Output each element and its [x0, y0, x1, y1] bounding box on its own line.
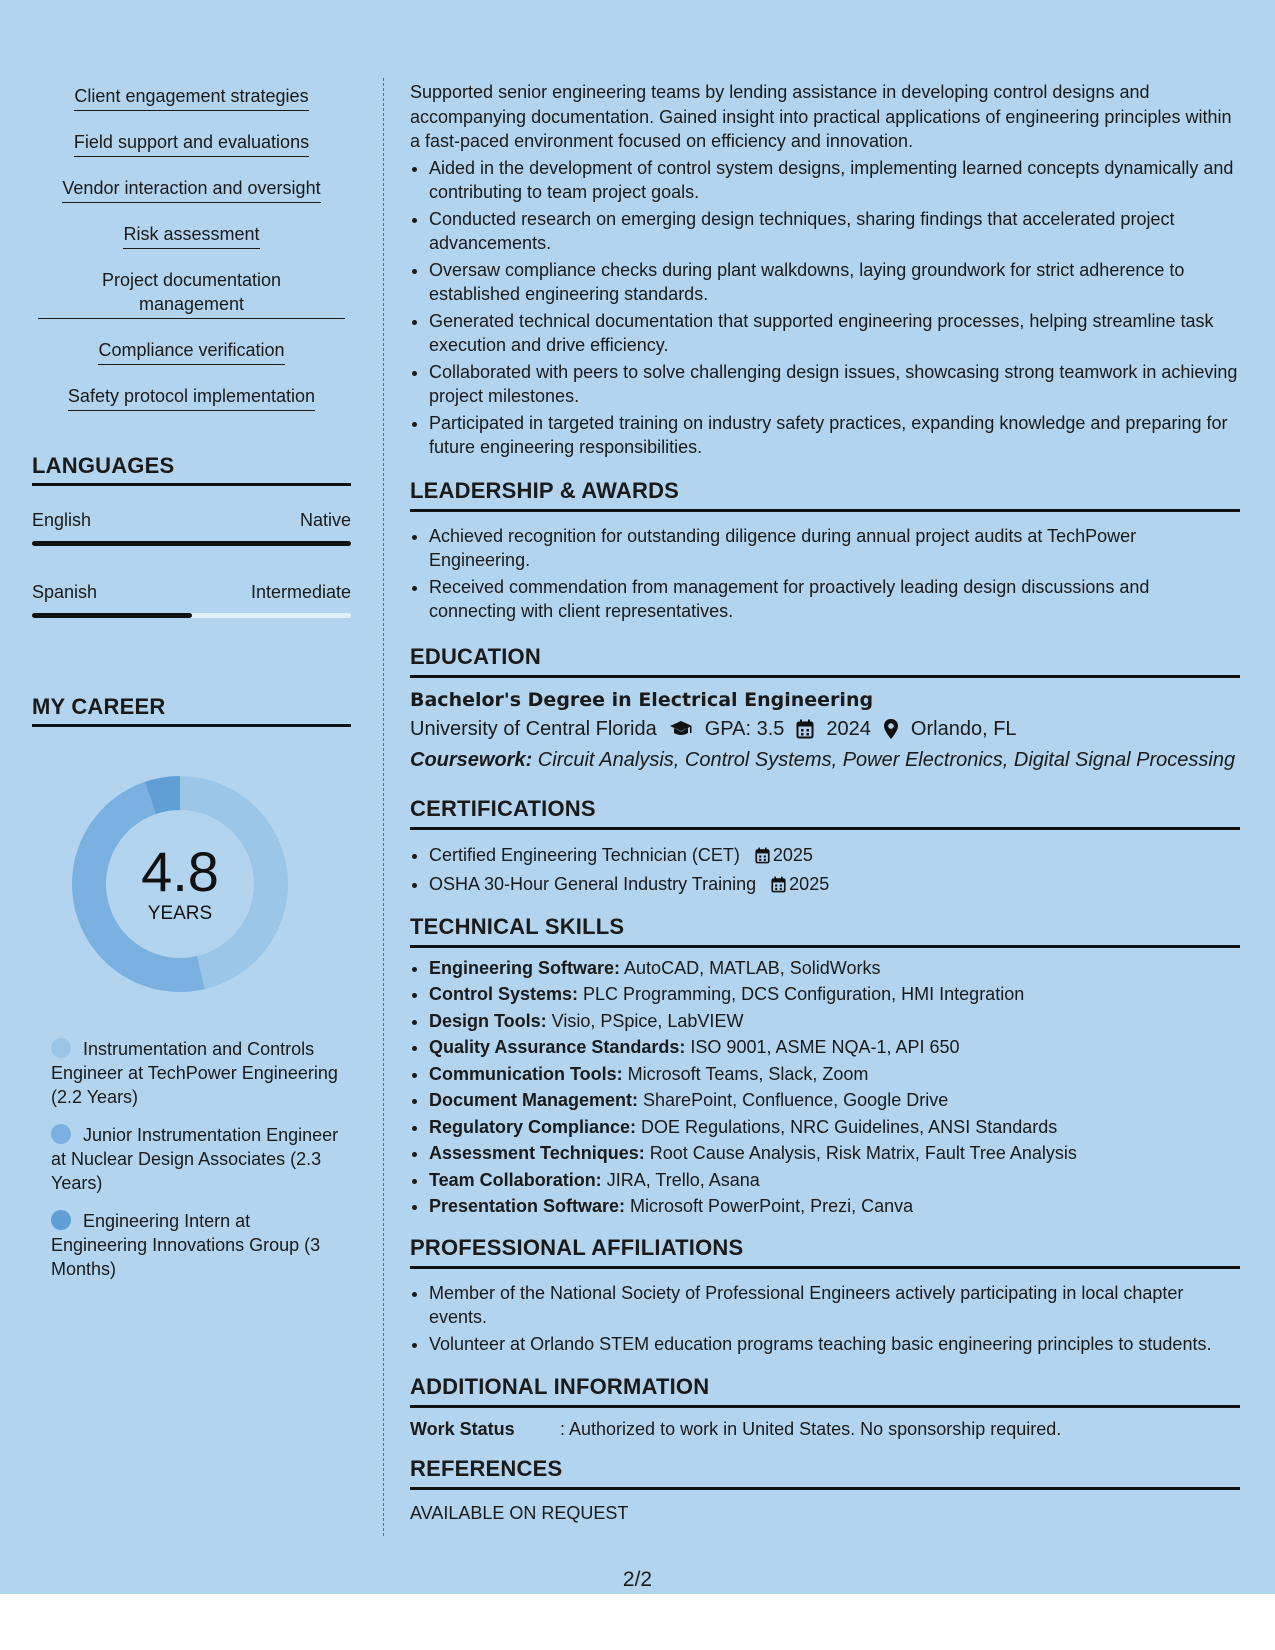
list-item: • Oversaw compliance checks during plant walkdowns, laying groundwork for strict adherence to established engineering standards.	[429, 258, 1240, 307]
list-item: • Engineering Software: AutoCAD, MATLAB, SolidWorks	[429, 956, 1240, 981]
career-legend-item: Engineering Intern at Engineering Innovations Group (3 Months)	[51, 1211, 321, 1279]
skill-list	[32, 84, 351, 411]
list-item: • Design Tools: Visio, PSpice, LabVIEW	[429, 1009, 1240, 1034]
education-details	[410, 714, 1240, 744]
career-legend-item: Instrumentation and Controls Engineer at TechPower Engineering (2.2 Years)	[51, 1039, 338, 1107]
language-proficiency-fill	[32, 613, 192, 618]
list-item: • Document Management: SharePoint, Confluence, Google Drive	[429, 1088, 1240, 1113]
coursework-list: Circuit Analysis, Control Systems, Power Electronics, Digital Signal Processing	[532, 748, 1236, 771]
career-total-years: 4.8	[141, 840, 219, 903]
language-name: Spanish	[32, 582, 98, 602]
list-item: • Collaborated with peers to solve challenging design issues, showcasing strong teamwork in achieving project milestones.	[429, 360, 1240, 409]
calendar-icon	[771, 876, 786, 893]
certifications-list	[410, 842, 1240, 898]
career-heading: MY CAREER	[32, 694, 351, 727]
coursework-label: Coursework:	[410, 748, 533, 771]
list-item: • Team Collaboration: JIRA, Trello, Asana	[429, 1168, 1240, 1193]
leadership-heading: LEADERSHIP & AWARDS	[410, 478, 1240, 512]
page-number: 2/2	[622, 1568, 653, 1591]
technical-skills-heading: TECHNICAL SKILLS	[410, 914, 1240, 948]
references-text: AVAILABLE ON REQUEST	[410, 1503, 629, 1523]
education-heading: EDUCATION	[410, 644, 1240, 678]
list-item: • Certified Engineering Technician (CET) 2025	[429, 842, 1240, 869]
graduation-year: 2024	[826, 717, 871, 740]
left-column	[32, 84, 351, 1295]
list-item: • Generated technical documentation that supported engineering processes, helping streamline task execution and drive efficiency.	[429, 309, 1240, 358]
list-item: • Participated in targeted training on industry safety practices, expanding knowledge and preparing for future engineering responsibilities.	[429, 411, 1240, 460]
technical-skills-list	[410, 956, 1240, 1219]
additional-info-heading: ADDITIONAL INFORMATION	[410, 1374, 1240, 1408]
list-item: • Quality Assurance Standards: ISO 9001, ASME NQA-1, API 650	[429, 1035, 1240, 1060]
language-proficiency-fill	[32, 541, 351, 546]
calendar-icon	[796, 719, 814, 739]
work-status-value: : Authorized to work in United States. No sponsorship required.	[560, 1419, 1062, 1439]
list-item: • Achieved recognition for outstanding diligence during annual project audits at TechPower Engineering.	[429, 524, 1240, 573]
legend-dot	[51, 1124, 71, 1144]
skill-item: Field support and evaluations	[32, 130, 351, 157]
skill-item: Client engagement strategies	[32, 84, 351, 111]
skill-item: Vendor interaction and oversight	[32, 176, 351, 203]
legend-dot	[51, 1210, 71, 1230]
calendar-icon	[755, 847, 770, 864]
career-donut-chart	[65, 769, 295, 999]
language-entry	[32, 582, 351, 618]
skill-item: Compliance verification	[32, 338, 351, 365]
list-item: • Presentation Software: Microsoft PowerPoint, Prezi, Canva	[429, 1194, 1240, 1219]
language-proficiency-bar	[32, 541, 351, 546]
list-item: • OSHA 30-Hour General Industry Training 2025	[429, 871, 1240, 898]
list-item: • Member of the National Society of Professional Engineers actively participating in local chapter events.	[429, 1281, 1240, 1330]
language-level: Intermediate	[250, 582, 351, 602]
affiliations-heading: PROFESSIONAL AFFILIATIONS	[410, 1235, 1240, 1269]
list-item: • Assessment Techniques: Root Cause Analysis, Risk Matrix, Fault Tree Analysis	[429, 1141, 1240, 1166]
work-status-label: Work Status	[410, 1419, 515, 1439]
right-column	[410, 80, 1240, 1526]
career-years-label: YEARS	[147, 903, 213, 924]
experience-summary: Supported senior engineering teams by lending assistance in developing control designs and accompanying documentation. Gained insight into practical applications of engineering principles within a fast-paced environment focused on efficiency and innovation.	[410, 82, 1232, 151]
career-legend	[51, 1037, 341, 1281]
language-proficiency-bar	[32, 613, 351, 618]
gpa: GPA: 3.5	[704, 717, 785, 740]
list-item: • Conducted research on emerging design techniques, sharing findings that accelerated project advancements.	[429, 207, 1240, 256]
school-location: Orlando, FL	[910, 717, 1017, 740]
affiliations-list	[410, 1281, 1240, 1357]
languages-heading: LANGUAGES	[32, 453, 351, 486]
list-item: • Communication Tools: Microsoft Teams, Slack, Zoom	[429, 1062, 1240, 1087]
leadership-list	[410, 524, 1240, 624]
language-name: English	[32, 510, 92, 530]
language-level: Native	[299, 510, 351, 530]
school-name: University of Central Florida	[410, 717, 657, 740]
work-status-row	[410, 1416, 1240, 1442]
experience-bullets	[410, 156, 1240, 460]
skill-item: Safety protocol implementation	[32, 384, 351, 411]
graduation-cap-icon	[669, 720, 693, 738]
language-entry	[32, 510, 351, 546]
coursework	[410, 744, 1240, 776]
degree-title: Bachelor's Degree in Electrical Engineering	[410, 688, 874, 711]
references-heading: REFERENCES	[410, 1456, 1240, 1490]
list-item: • Volunteer at Orlando STEM education programs teaching basic engineering principles to students.	[429, 1332, 1240, 1357]
map-pin-icon	[883, 718, 899, 740]
column-divider	[383, 78, 384, 1536]
legend-dot	[51, 1038, 71, 1058]
certifications-heading: CERTIFICATIONS	[410, 796, 1240, 830]
list-item: • Aided in the development of control system designs, implementing learned concepts dynamically and contributing to team project goals.	[429, 156, 1240, 205]
career-legend-item: Junior Instrumentation Engineer at Nuclear Design Associates (2.3 Years)	[51, 1125, 339, 1193]
list-item: • Regulatory Compliance: DOE Regulations, NRC Guidelines, ANSI Standards	[429, 1115, 1240, 1140]
list-item: • Received commendation from management for proactively leading design discussions and connecting with client representatives.	[429, 575, 1240, 624]
skill-item: Project documentation management	[32, 268, 351, 319]
list-item: • Control Systems: PLC Programming, DCS Configuration, HMI Integration	[429, 982, 1240, 1007]
skill-item: Risk assessment	[32, 222, 351, 249]
